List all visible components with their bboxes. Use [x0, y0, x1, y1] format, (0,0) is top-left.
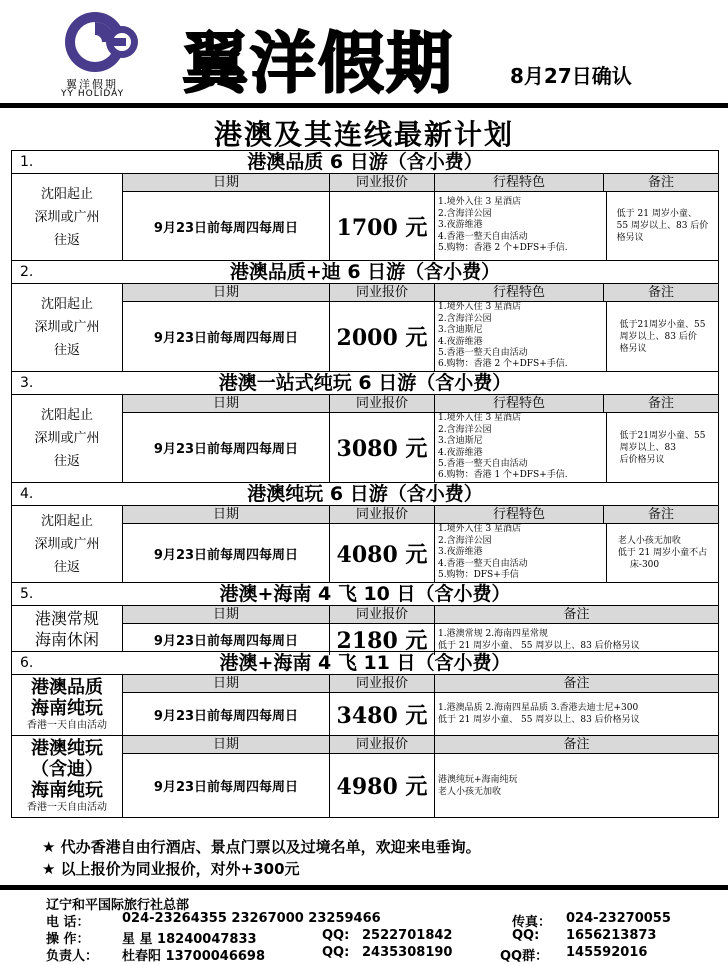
note-cell: [435, 624, 718, 655]
features-cell: [435, 302, 607, 371]
section-header: [12, 372, 718, 395]
note-cell: [607, 524, 718, 582]
col-header-price: 同业报价: [330, 736, 435, 753]
price-cell: 3080 元: [330, 413, 435, 482]
route-info: [12, 395, 123, 482]
operator-label: 操 作：: [46, 932, 90, 947]
itinerary-table: [11, 150, 719, 818]
note-line: 老人小孩无加收: [617, 536, 681, 546]
route-line: 沈阳起止: [40, 513, 93, 529]
section-2: [12, 261, 718, 372]
route-line: 香港一天自由活动: [27, 720, 107, 731]
route-line: 往返: [53, 454, 80, 469]
price-cell: 2180 元: [330, 624, 435, 655]
route-line: 海南休闲: [34, 629, 99, 649]
features-cell: [435, 524, 607, 582]
col-header-date: 日期: [123, 606, 330, 623]
section-number: 6.: [20, 655, 34, 671]
col-header-note: 备注: [647, 507, 674, 522]
feature-line: 5.香港一整天自由活动: [438, 347, 528, 358]
date-cell: 9月23日前每周四每周日: [123, 693, 330, 735]
route-line: 深圳或广州: [34, 431, 100, 446]
note-line: 后价格另议: [619, 454, 665, 465]
features-cell: [435, 192, 607, 260]
brand-title: 翼洋假期: [182, 25, 454, 102]
operator-qq-label: QQ:: [322, 928, 350, 943]
col-header-date: 日期: [123, 675, 330, 692]
col-header-date: 日期: [123, 284, 330, 301]
price-cell: 4080 元: [330, 524, 435, 582]
col-header-features: 行程特色: [435, 284, 604, 301]
feature-line: 1.境外入住 3 星酒店: [438, 524, 522, 535]
operator-info: 星 星 18240047833: [122, 932, 257, 947]
page-title: 港澳及其连线最新计划: [213, 118, 514, 151]
feature-line: 4.香港一整天自由活动: [438, 558, 528, 569]
note-line: 低于 21 周岁小童不占: [617, 548, 708, 558]
section-number: 5.: [20, 586, 34, 602]
section-3: [12, 372, 718, 483]
col-header-date: 日期: [123, 395, 330, 412]
logo-text-en: YY HOLIDAY: [61, 89, 125, 99]
section-header: [12, 151, 718, 174]
phone-label: 电 话：: [46, 915, 90, 930]
feature-line: 3.含迪斯尼: [438, 436, 483, 447]
route-line: 深圳或广州: [34, 320, 100, 335]
route-line: 深圳或广州: [34, 209, 100, 225]
route-info: [12, 506, 123, 582]
feature-line: 3.夜游维港: [438, 220, 483, 231]
route-line: 沈阳起止: [40, 297, 93, 312]
feature-line: 1.境外入住 3 星酒店: [438, 197, 522, 208]
note-line: 1.港澳常规 2.海南四星常规: [438, 628, 549, 639]
header: [0, 0, 728, 103]
section-4: [12, 483, 718, 583]
note-line: 周岁以上、83: [619, 442, 676, 453]
manager-qq-label: QQ:: [322, 945, 350, 960]
note-cell: [607, 192, 718, 260]
route-line: 港澳纯玩: [31, 738, 103, 759]
col-header-price: 同业报价: [330, 174, 435, 191]
col-header-price: 同业报价: [330, 506, 435, 523]
route-info: [12, 736, 123, 817]
note-cell: [435, 693, 718, 735]
price-cell: 1700 元: [330, 192, 435, 260]
route-info: [12, 284, 123, 371]
date-cell: 9月23日前每周四每周日: [123, 302, 330, 371]
date-cell: 9月23日前每周四每周日: [123, 754, 330, 817]
route-info: [12, 675, 123, 735]
feature-line: 3.夜游维港: [438, 547, 483, 558]
note-line: 格另议: [619, 343, 647, 354]
col-header-features: 行程特色: [435, 506, 604, 523]
section-number: 1.: [20, 154, 34, 170]
fax-label: 传真：: [512, 915, 552, 930]
route-info: [12, 606, 123, 651]
price-cell: 4980 元: [330, 754, 435, 817]
route-line: 深圳或广州: [34, 536, 100, 552]
note-cell: [607, 413, 718, 482]
company-name: 辽宁和平国际旅行社总部: [46, 898, 190, 913]
col-header-date: 日期: [123, 174, 330, 191]
col-header-date: 日期: [123, 736, 330, 753]
section-title: 港澳+海南 4 飞 10 日（含小费）: [219, 583, 511, 605]
col-header-price: 同业报价: [330, 284, 435, 301]
bottom-divider: [0, 885, 728, 890]
operator-qq2-label: QQ:: [512, 928, 540, 943]
feature-line: 1.境外入住 3 星酒店: [438, 302, 522, 313]
section-title: 港澳品质 6 日游（含小费）: [247, 151, 483, 173]
col-header-features: 行程特色: [435, 395, 604, 412]
section-number: 4.: [20, 486, 34, 502]
date-cell: 9月23日前每周四每周日: [123, 624, 330, 655]
footnote-service: ★ 代办香港自由行酒店、景点门票以及过境名单，欢迎来电垂询。: [42, 838, 481, 856]
section-header: [12, 652, 718, 675]
route-info: [12, 174, 123, 260]
route-line: 沈阳起止: [40, 408, 93, 423]
price-cell: 2000 元: [330, 302, 435, 371]
section-header: [12, 583, 718, 606]
confirm-date: 8月27日确认: [510, 64, 632, 88]
col-header-price: 同业报价: [330, 395, 435, 412]
logo-text-cn: 翼洋假期: [66, 78, 118, 91]
date-cell: 9月23日前每周四每周日: [123, 413, 330, 482]
feature-line: 6.购物：香港 1 个+DFS+手信.: [438, 470, 568, 481]
col-header-note: 备注: [563, 676, 590, 691]
col-header-price: 同业报价: [330, 675, 435, 692]
section-number: 2.: [20, 264, 34, 280]
top-divider: [0, 103, 728, 108]
section-6: [12, 652, 718, 818]
route-line: （含迪）: [31, 759, 103, 780]
feature-line: 2.含海洋公园: [438, 313, 492, 324]
section-title: 港澳品质+迪 6 日游（含小费）: [229, 261, 501, 283]
feature-line: 4.夜游维港: [438, 447, 483, 458]
features-cell: [435, 413, 607, 482]
manager-label: 负责人：: [46, 949, 99, 964]
feature-line: 5.购物：DFS+手信: [438, 570, 519, 581]
note-cell: [607, 302, 718, 371]
col-header-note: 备注: [563, 607, 590, 622]
date-cell: 9月23日前每周四每周日: [123, 524, 330, 582]
section-number: 3.: [20, 375, 34, 391]
note-line: 周岁以上、83 后价: [619, 331, 697, 342]
section-title: 港澳纯玩 6 日游（含小费）: [247, 483, 483, 505]
col-header-note: 备注: [647, 396, 674, 411]
footnote-price: ★ 以上报价为同业报价，对外+300元: [42, 860, 300, 878]
feature-line: 2.含海洋公园: [438, 424, 492, 435]
note-line: 低于 21 周岁小童、: [616, 209, 697, 219]
col-header-price: 同业报价: [330, 606, 435, 623]
fax-number: 024-23270055: [566, 911, 671, 926]
qq-group: 145592016: [566, 945, 648, 960]
note-line: 格另议: [616, 233, 644, 243]
feature-line: 4.夜游维港: [438, 336, 483, 347]
feature-line: 5.购物：香港 2 个+DFS+手信.: [438, 243, 568, 254]
section-header: [12, 261, 718, 284]
section-title: 港澳一站式纯玩 6 日游（含小费）: [218, 372, 512, 394]
note-line: 低于21周岁小童、55: [619, 319, 706, 330]
section-5: [12, 583, 718, 652]
note-line: 1.港澳品质 2.海南四星品质 3.香港去迪士尼+300: [438, 703, 639, 713]
section-1: [12, 151, 718, 261]
feature-line: 5.香港一整天自由活动: [438, 458, 528, 469]
col-header-note: 备注: [563, 737, 590, 752]
date-cell: 9月23日前每周四每周日: [123, 192, 330, 260]
operator-qq: 2522701842: [362, 928, 453, 943]
col-header-note: 备注: [647, 285, 674, 300]
route-line: 往返: [53, 232, 80, 248]
feature-line: 2.含海洋公园: [438, 535, 492, 546]
feature-line: 2.含海洋公园: [438, 208, 492, 219]
note-line: 老人小孩无加收: [438, 786, 502, 797]
route-line: 港澳常规: [34, 608, 99, 628]
note-line: 床-300: [629, 560, 660, 570]
manager-info: 杜春阳 13700046698: [122, 949, 266, 964]
feature-line: 3.含迪斯尼: [438, 325, 483, 336]
note-line: 港澳纯玩+海南纯玩: [438, 774, 518, 785]
note-line: 低于 21 周岁小童、 55 周岁以上、83 后价格另议: [438, 715, 640, 725]
qq-group-label: QQ群：: [500, 949, 549, 964]
note-line: 55 周岁以上、83 后价: [616, 221, 709, 231]
operator-qq2: 1656213873: [566, 928, 657, 943]
col-header-features: 行程特色: [435, 174, 604, 191]
route-line: 海南纯玩: [31, 780, 103, 801]
phone-numbers: 024-23264355 23267000 23259466: [122, 911, 381, 926]
col-header-note: 备注: [647, 175, 674, 190]
section-title: 港澳+海南 4 飞 11 日（含小费）: [219, 652, 511, 674]
note-line: 低于21周岁小童、55: [619, 430, 706, 441]
route-line: 往返: [53, 559, 80, 575]
route-line: 海南纯玩: [31, 698, 103, 719]
note-line: 低于 21 周岁小童、 55 周岁以上、83 后价格另议: [438, 640, 640, 651]
note-cell: [435, 754, 718, 817]
col-header-date: 日期: [123, 506, 330, 523]
route-line: 香港一天自由活动: [27, 802, 107, 813]
section-header: [12, 483, 718, 506]
route-line: 往返: [53, 343, 80, 358]
manager-qq: 2435308190: [362, 945, 453, 960]
feature-line: 1.境外入住 3 星酒店: [438, 413, 522, 424]
route-line: 沈阳起止: [40, 186, 93, 202]
price-cell: 3480 元: [330, 693, 435, 735]
route-line: 港澳品质: [31, 677, 103, 698]
feature-line: 4.香港一整天自由活动: [438, 231, 528, 242]
feature-line: 6.购物：香港 2 个+DFS+手信.: [438, 359, 568, 370]
